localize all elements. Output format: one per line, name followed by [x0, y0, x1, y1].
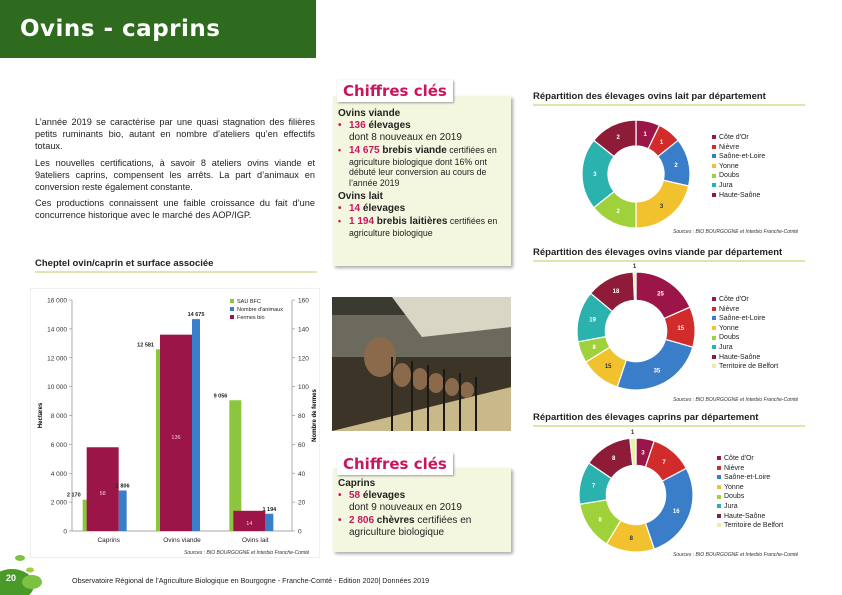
legend-label: SAU BFC — [237, 299, 261, 305]
legend-item — [717, 503, 738, 510]
bar-fermes — [160, 335, 192, 531]
y-tick-label: 4 000 — [50, 470, 67, 478]
y-tick-label: 16 000 — [47, 297, 67, 305]
legend-label: Jura — [724, 503, 738, 510]
legend-label: Yonne — [724, 483, 744, 491]
slice-label: 25 — [657, 291, 664, 298]
y2-tick-label: 40 — [298, 470, 306, 478]
ovins-viande-title: Ovins viande — [338, 108, 401, 119]
slice-label: 1 — [632, 264, 637, 271]
slice-label: 8 — [611, 455, 616, 462]
slice-label: 16 — [672, 509, 680, 516]
bar-animaux — [192, 319, 200, 531]
legend-item — [712, 192, 760, 199]
bar-animaux — [119, 490, 127, 531]
legend-label: Haute-Saône — [719, 353, 761, 361]
slice-label: 2 — [674, 162, 678, 169]
legend-label: Haute-Saône — [719, 191, 761, 199]
legend-label: Yonne — [719, 162, 739, 170]
chart-source: Sources : BIO BOURGOGNE et Interbio Franche-Comté — [673, 552, 799, 558]
y2-tick-label: 100 — [298, 384, 309, 392]
donut-chart-ovins-lait — [566, 110, 706, 234]
legend-label: Saône-et-Loire — [724, 474, 771, 482]
bar-label: 2 170 — [66, 492, 81, 499]
legend-item — [717, 513, 765, 520]
legend-item — [712, 153, 765, 160]
slice-label: 2 — [616, 208, 620, 215]
y-tick-label: 10 000 — [47, 384, 67, 392]
legend-swatch — [712, 316, 716, 320]
bar-label: 2 806 — [115, 483, 130, 490]
legend-label: Côte d'Or — [724, 455, 754, 462]
legend-item — [712, 144, 739, 151]
legend-item — [712, 172, 739, 179]
slice-label: 1 — [643, 131, 647, 138]
legend-swatch — [712, 193, 716, 197]
legend-swatch — [712, 135, 716, 139]
legend-swatch — [712, 164, 716, 168]
legend-label: Jura — [719, 182, 733, 189]
legend-swatch — [712, 336, 716, 340]
divider — [35, 271, 317, 273]
slice-label: 3 — [593, 172, 597, 178]
y2-axis-label: Nombre de fermes — [312, 389, 318, 442]
legend-label: Doubs — [719, 334, 740, 342]
legend-swatch — [712, 307, 716, 311]
x-tick-label: Ovins lait — [241, 537, 269, 544]
y-tick-label: 6 000 — [50, 441, 67, 449]
legend-label: Nièvre — [724, 464, 745, 472]
y2-tick-label: 160 — [298, 297, 309, 305]
legend-swatch — [717, 485, 721, 489]
legend-swatch — [717, 466, 721, 470]
legend-item — [712, 315, 765, 322]
caprins-title: Caprins — [338, 478, 376, 489]
legend-item — [712, 163, 739, 170]
legend-item — [712, 182, 733, 189]
title-bar — [0, 0, 316, 58]
legend-item — [712, 334, 739, 341]
bar-label: 58 — [99, 491, 106, 498]
slice-label: 8 — [592, 345, 596, 352]
legend-label: Haute-Saône — [724, 512, 766, 520]
legend-swatch — [712, 145, 716, 149]
slice-label: 7 — [662, 459, 666, 466]
y-axis-label: Hectares — [38, 402, 44, 429]
list-item: • 14 675 brebis viande certifiées en agriculture biologique dont 16% ont débuté leur conversion au cours de l’année 2019 — [338, 145, 508, 188]
footer-text: Observatoire Régional de l’Agriculture Biologique en Bourgogne - Franche-Comté - Edition 2020| Données 2019 — [72, 576, 430, 585]
y-tick-label: 12 000 — [47, 355, 67, 363]
key-figures-ovins-body — [338, 108, 508, 239]
slice-label: 19 — [589, 317, 596, 324]
legend-swatch — [717, 504, 721, 508]
bar-label: 12 581 — [137, 342, 154, 349]
bar-label: 1 194 — [262, 506, 277, 513]
legend-item — [717, 484, 744, 491]
chart-source: Sources : BIO BOURGOGNE et Interbio Franche-Comté — [184, 550, 310, 556]
bar-fermes — [87, 447, 119, 531]
list-item: • 136 élevages dont 8 nouveaux en 2019 — [338, 120, 508, 144]
intro-text — [35, 116, 315, 226]
bar-label: 136 — [171, 434, 181, 441]
legend-label: Fermes bio — [237, 315, 265, 321]
x-tick-label: Ovins viande — [163, 537, 201, 544]
bar-animaux — [265, 514, 273, 531]
slice-label: 3 — [659, 204, 664, 211]
legend-swatch — [717, 495, 721, 499]
legend-swatch — [717, 456, 721, 460]
y-tick-label: 0 — [63, 528, 67, 536]
y2-tick-label: 20 — [298, 499, 306, 507]
legend-item — [717, 522, 783, 529]
legend-item — [712, 306, 739, 313]
legend-label: Yonne — [719, 324, 739, 332]
donut-title: Répartition des élevages ovins lait par département — [533, 91, 766, 102]
divider — [533, 104, 805, 106]
legend-swatch — [230, 299, 234, 303]
legend-label: Côte d'Or — [719, 296, 749, 303]
legend-label: Territoire de Belfort — [724, 522, 784, 530]
legend-label: Jura — [719, 344, 733, 351]
slice-label: 7 — [592, 483, 596, 490]
divider — [533, 425, 805, 427]
list-item: • 1 194 brebis laitières certifiées en agriculture biologique — [338, 216, 508, 238]
legend-item — [717, 474, 770, 481]
legend-label: Doubs — [724, 493, 745, 501]
legend-label: Nombre d'animaux — [237, 307, 283, 313]
legend-item — [717, 455, 754, 462]
legend-swatch — [712, 364, 716, 368]
legend-item — [712, 354, 760, 361]
intro-paragraph: Ces productions connaissent une faible croissance du fait d’une concurrence historique avec le marché des AOP/IGP. — [35, 198, 315, 221]
legend-item — [712, 296, 749, 303]
donut-slice — [617, 339, 692, 390]
slice-label: 2 — [616, 135, 620, 142]
slice-label: 3 — [641, 450, 645, 457]
list-item: • 2 806 chèvres certifiées en agriculture biologique — [338, 515, 508, 539]
goats-photo — [332, 297, 511, 431]
legend-label: Territoire de Belfort — [719, 363, 779, 371]
legend-swatch — [230, 315, 234, 319]
list-item: • 14 élevages — [338, 203, 508, 215]
legend-swatch — [712, 297, 716, 301]
legend-swatch — [712, 183, 716, 187]
legend-item — [712, 134, 749, 141]
page-title: Ovins - caprins — [20, 16, 221, 42]
chart-source: Sources : BIO BOURGOGNE et Interbio Franche-Comté — [673, 397, 799, 403]
donut-slice — [645, 468, 693, 549]
slice-label: 8 — [629, 536, 633, 543]
slice-label: 15 — [604, 364, 612, 371]
slice-label: 1 — [630, 430, 635, 437]
bar-chart — [30, 288, 320, 558]
leaf-decoration — [0, 540, 60, 595]
y2-tick-label: 0 — [298, 528, 302, 536]
legend-item — [717, 465, 744, 472]
legend-label: Doubs — [719, 172, 740, 180]
legend-item — [712, 363, 778, 370]
bar-label: 14 — [246, 521, 253, 527]
legend-swatch — [712, 154, 716, 158]
key-figures-caprins-body — [338, 478, 508, 540]
y2-tick-label: 80 — [298, 413, 306, 420]
legend-swatch — [712, 326, 716, 330]
intro-paragraph: Les nouvelles certifications, à savoir 8 ateliers ovins viande et 9ateliers caprins, compensent les arrêts. La part d’animaux en conversion reste également constante. — [35, 157, 315, 193]
legend-label: Nièvre — [719, 305, 740, 313]
donut-chart-ovins-viande — [566, 262, 706, 396]
legend-label: Nièvre — [719, 143, 740, 151]
slice-label: 35 — [653, 368, 661, 375]
key-figures-heading: Chiffres clés — [337, 80, 453, 102]
slice-label: 18 — [612, 288, 620, 295]
y2-tick-label: 140 — [298, 326, 309, 334]
list-item: • 58 élevages dont 9 nouveaux en 2019 — [338, 490, 508, 514]
legend-item — [712, 325, 739, 332]
legend-label: Saône-et-Loire — [719, 315, 766, 323]
y-tick-label: 8 000 — [50, 413, 67, 420]
legend-item — [717, 493, 744, 500]
slice-label: 8 — [598, 517, 602, 524]
legend-swatch — [230, 307, 234, 311]
legend-swatch — [712, 174, 716, 178]
bar-label: 14 675 — [187, 312, 205, 319]
legend-swatch — [717, 514, 721, 518]
donut-chart-caprins — [566, 428, 706, 558]
legend-label: Saône-et-Loire — [719, 153, 766, 161]
key-figures-heading: Chiffres clés — [337, 453, 453, 475]
legend-swatch — [717, 475, 721, 479]
bar-label: 9 056 — [213, 393, 228, 400]
slice-label: 15 — [677, 325, 685, 332]
slice-label: 1 — [659, 139, 664, 146]
ovins-lait-title: Ovins lait — [338, 191, 384, 202]
page-number: 20 — [6, 573, 17, 583]
legend-item — [712, 344, 733, 351]
bar-chart-title: Cheptel ovin/caprin et surface associée — [35, 258, 214, 269]
y-tick-label: 2 000 — [50, 499, 67, 507]
donut-title: Répartition des élevages ovins viande par département — [533, 247, 783, 258]
intro-paragraph: L’année 2019 se caractérise par une quasi stagnation des filières petits ruminants bio, autant en nombre d’ateliers qu’en effectifs totaux. — [35, 117, 315, 152]
y2-tick-label: 120 — [298, 355, 309, 363]
legend-swatch — [717, 523, 721, 527]
x-tick-label: Caprins — [97, 537, 120, 544]
legend-swatch — [712, 355, 716, 359]
y-tick-label: 14 000 — [47, 326, 67, 334]
donut-title: Répartition des élevages caprins par département — [533, 412, 759, 423]
legend-swatch — [712, 345, 716, 349]
legend-label: Côte d'Or — [719, 134, 749, 141]
y2-tick-label: 60 — [298, 441, 306, 449]
chart-source: Sources : BIO BOURGOGNE et Interbio Franche-Comté — [673, 229, 799, 235]
